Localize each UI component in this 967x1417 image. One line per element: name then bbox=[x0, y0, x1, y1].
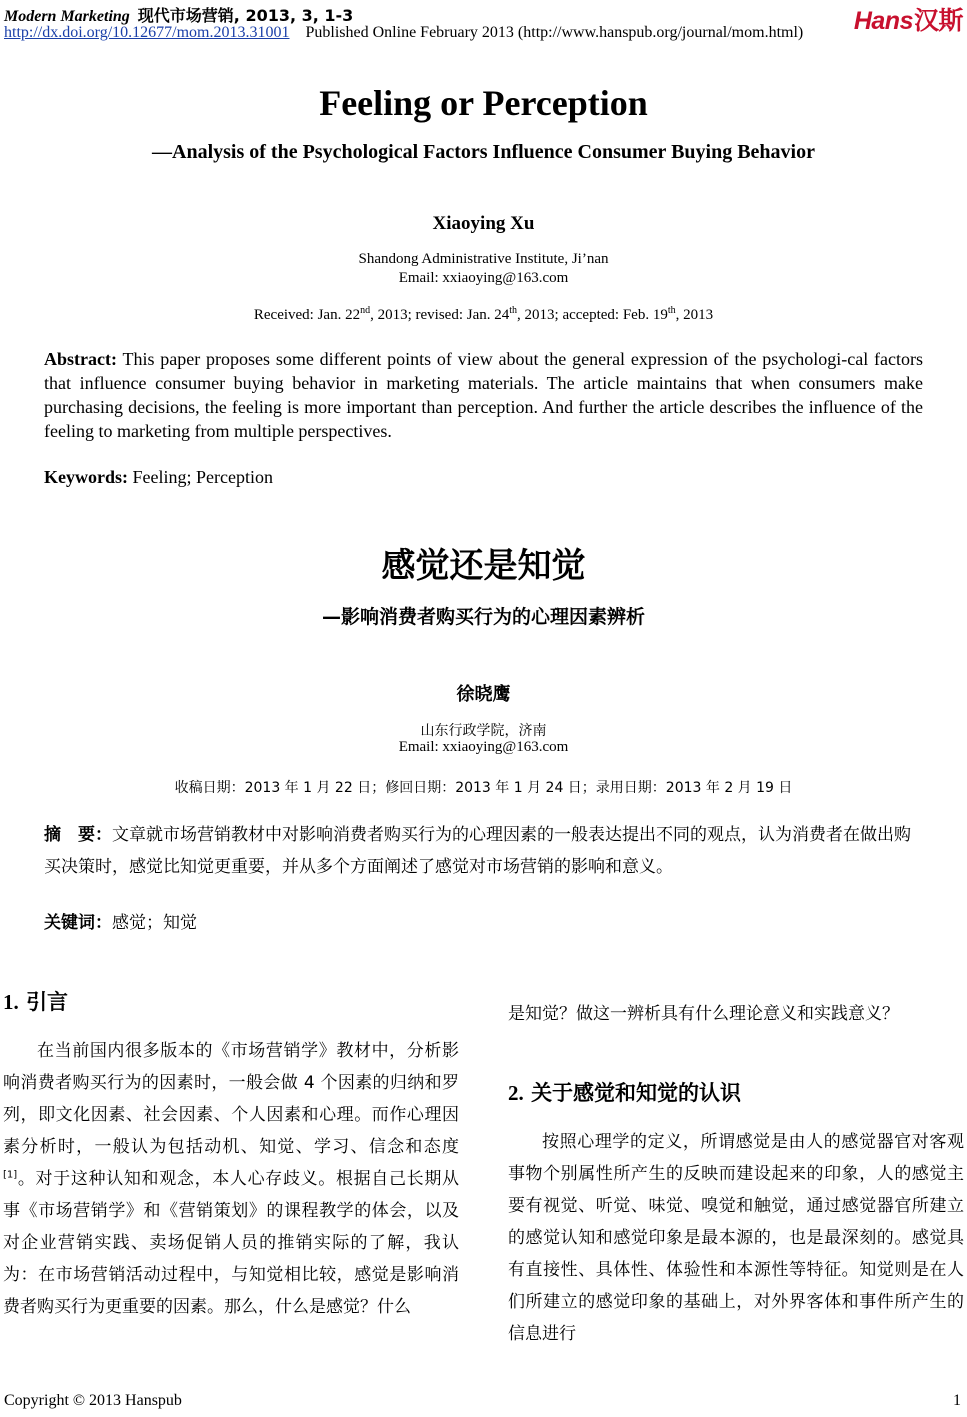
english-author: Xiaoying Xu bbox=[432, 213, 535, 234]
english-title: Feeling or Perception bbox=[319, 83, 648, 123]
chinese-author: 徐晓鹰 bbox=[456, 684, 511, 705]
doi-link[interactable]: http://dx.doi.org/10.12677/mom.2013.31001 bbox=[4, 24, 290, 41]
english-affiliation: Shandong Administrative Institute, Ji’nan bbox=[358, 251, 609, 267]
page-number: 1 bbox=[953, 1392, 961, 1409]
cn-abstract-text: 文章就市场营销教材中对影响消费者购买行为的心理因素的一般表达提出不同的观点，认为消费者在做出购买决策时，感觉比知觉更重要，并从多个方面阐述了感觉对市场营销的影响和意义。 bbox=[44, 825, 911, 877]
section-1-heading bbox=[3, 986, 459, 1016]
logo-text-cn: 汉斯 bbox=[913, 6, 963, 35]
citation-ref: [1] bbox=[3, 1169, 18, 1181]
english-dates: Received: Jan. 22nd, 2013; revised: Jan. 24th, 2013; accepted: Feb. 19th, 2013 bbox=[253, 305, 714, 323]
chinese-email: Email: xxiaoying@163.com bbox=[398, 739, 569, 755]
cn-keywords-label: 关键词： bbox=[44, 913, 112, 933]
keywords-label: Keywords: bbox=[44, 467, 128, 487]
english-subtitle: —Analysis of the Psychological Factors Influence Consumer Buying Behavior bbox=[152, 141, 815, 163]
journal-header bbox=[4, 3, 353, 26]
abstract-text: This paper proposes some different points of view about the general expression of the psychologi-cal factors that influence consumer buying behavior in marketing materials. The article maintains that when consumers make purchasing decisions, the feeling is more important than perception. And further the article describes the influence of the feeling to marketing from multiple perspectives. bbox=[44, 349, 923, 441]
chinese-title: 感觉还是知觉 bbox=[381, 546, 586, 586]
chinese-dates: 收稿日期：2013 年 1 月 22 日；修回日期：2013 年 1 月 24 日；录用日期：2013 年 2 月 19 日 bbox=[174, 780, 793, 796]
chinese-abstract bbox=[44, 819, 924, 883]
journal-name-en: Modern Marketing bbox=[4, 8, 130, 25]
keywords-text: Feeling; Perception bbox=[128, 467, 273, 487]
section-1-paragraph: 在当前国内很多版本的《市场营销学》教材中，分析影响消费者购买行为的因素时，一般会做 4 个因素的归纳和罗列，即文化因素、社会因素、个人因素和心理。而作心理因素分析时，一般认为包括动机、知觉、学习、信念和态度[1]。对于这种认知和观念，本人心存歧义。根据自己长期从事《市场营销学》和《营销策划》的课程教学的体会，以及对企业营销实践、卖场促销人员的推销实际的了解，我认为：在市场营销活动过程中，与知觉相比较，感觉是影响消费者购买行为更重要的因素。那么，什么是感觉？什么 bbox=[3, 1041, 459, 1317]
header-line2 bbox=[4, 24, 803, 42]
section-2-heading bbox=[508, 1077, 964, 1107]
chinese-keywords bbox=[44, 907, 924, 939]
section-1-number: 1. bbox=[3, 990, 19, 1014]
logo-text-en: Hans bbox=[853, 7, 913, 35]
section-2-number: 2. bbox=[508, 1081, 524, 1105]
chinese-subtitle: —影响消费者购买行为的心理因素辨析 bbox=[321, 606, 645, 628]
english-abstract bbox=[44, 347, 923, 443]
english-keywords bbox=[44, 465, 923, 489]
chinese-affiliation: 山东行政学院，济南 bbox=[420, 723, 547, 739]
english-email: Email: xxiaoying@163.com bbox=[398, 270, 569, 286]
journal-name-cn: 现代市场营销, 2013, 3, 1-3 bbox=[137, 6, 354, 25]
hans-logo bbox=[854, 1, 963, 37]
section-1-title: 引言 bbox=[26, 990, 69, 1014]
cn-keywords-text: 感觉；知觉 bbox=[112, 913, 197, 933]
section-2-title: 关于感觉和知觉的认识 bbox=[531, 1081, 742, 1105]
copyright: Copyright © 2013 Hanspub bbox=[4, 1392, 182, 1409]
section-2-paragraph: 按照心理学的定义，所谓感觉是由人的感觉器官对客观事物个别属性所产生的反映而建设起来的印象，人的感觉主要有视觉、听觉、味觉、嗅觉和触觉，通过感觉器官所建立的感觉认知和感觉印象是最本源的，也是最深刻的。感觉具有直接性、具体性、体验性和本源性等特征。知觉则是在人们所建立的感觉印象的基础上，对外界客体和事件所产生的信息进行 bbox=[508, 1132, 964, 1344]
abstract-label: Abstract: bbox=[44, 349, 117, 369]
right-column-continuation: 是知觉？做这一辨析具有什么理论意义和实践意义？ bbox=[508, 1004, 899, 1024]
published-note: Published Online February 2013 (http://www.hanspub.org/journal/mom.html) bbox=[305, 24, 804, 41]
cn-abstract-label: 摘 要： bbox=[44, 825, 112, 845]
